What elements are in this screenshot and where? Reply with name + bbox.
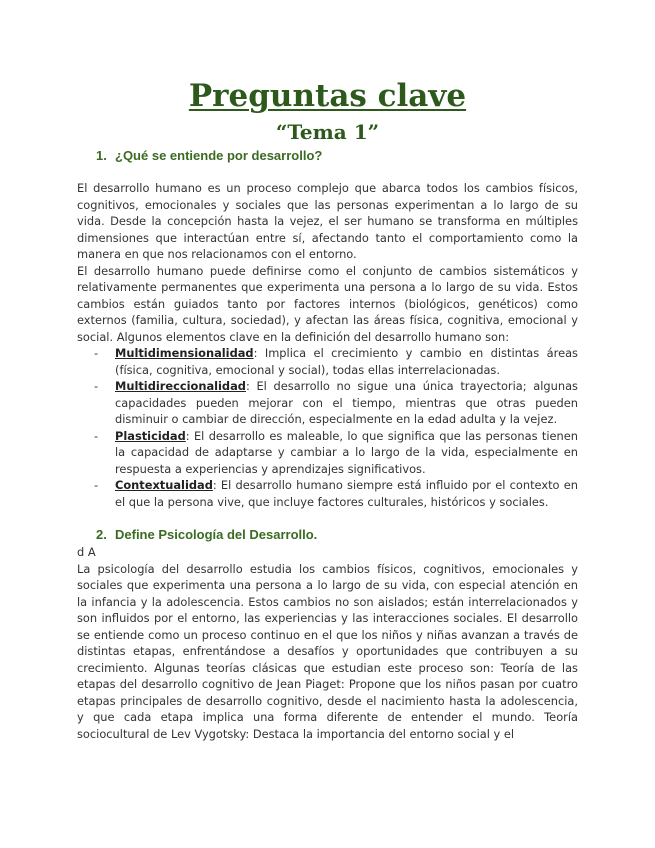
section-1-paragraph-2: El desarrollo humano puede definirse como el conjunto de cambios sistemáticos y relativamente permanentes que experimenta una persona a lo largo de su vida. Estos cambios están guiados tanto por factores internos (biológicos, genéticos) como externos (familia, cultura, sociedad), y afectan las áreas física, cognitiva, emocional y social. Algunos elementos clave en la definición del desarrollo humano son: [77,263,578,344]
list-item-contextualidad [77,477,578,510]
term-description: : Implica el crecimiento y cambio en distintas áreas (física, cognitiva, emocional y social), todas ellas interrelacionadas. [115,346,578,377]
term-multidimensionalidad: Multidimensionalidad [115,346,254,360]
bullet-dash: - [94,428,99,443]
section-1-heading [96,147,322,164]
section-1-paragraph-1: El desarrollo humano es un proceso complejo que abarca todos los cambios físicos, cognitivos, emocionales y sociales que las personas experimentan a lo largo de su vida. Desde la concepción hasta la vejez, el ser humano se transforma en múltiples dimensiones que interactúan entre sí, afectando tanto el comportamiento como la manera en que nos relacionamos con el entorno. [77,181,578,261]
section-2-number: 2. [96,527,107,542]
section-1-body [77,180,578,510]
term-description: : El desarrollo no sigue una única trayectoria; algunas capacidades pueden mejorar con el tiempo, mientras que otras pueden disminuir o cambiar de dirección, especialmente en la edad adulta y la vejez. [115,379,578,426]
term-multidireccionalidad: Multidireccionalidad [115,379,246,393]
bullet-dash: - [94,379,99,393]
list-item-multidireccionalidad [77,378,578,428]
document-subtitle: “Tema 1” [275,120,380,144]
section-2-lead: d A [77,545,96,559]
list-item-multidimensionalidad [77,345,578,378]
term-contextualidad: Contextualidad [115,478,213,492]
section-1-number: 1. [96,148,107,163]
bullet-dash: - [94,346,99,360]
section-2-paragraph-1: La psicología del desarrollo estudia los cambios físicos, cognitivos, emocionales y sociales que experimenta una persona a lo largo de su vida, con especial atención en la infancia y la adolescencia. Estos cambios no son aislados; están interrelacionados y son influidos por el entorno, las experiencias y las interacciones sociales. El desarrollo se entiende como un proceso continuo en el que los niños y niñas avanzan a través de distintas etapas, enfrentándose a desafíos y oportunidades que contribuyen a su crecimiento. Algunas teorías clásicas que estudian este proceso son: Teoría de las etapas del desarrollo cognitivo de Jean Piaget: Propone que los niños pasan por cuatro etapas principales de desarrollo cognitivo, desde el nacimiento hasta la adolescencia, y que cada etapa implica una forma diferente de entender el mundo. Teoría sociocultural de Lev Vygotsky: Destaca la importancia del entorno social y el [77,561,578,741]
document-title: Preguntas clave [188,78,467,114]
term-plasticidad: Plasticidad [115,428,186,443]
section-2-body [77,544,578,742]
section-2-heading [96,526,317,543]
term-description: : El desarrollo humano siempre está influido por el contexto en el que la persona vive, que incluye factores culturales, históricos y sociales. [115,478,578,509]
list-item-plasticidad [77,428,578,478]
bullet-dash: - [94,478,99,492]
section-1-heading-text: ¿Qué se entiende por desarrollo? [115,148,323,163]
term-description: : El desarrollo es maleable, lo que significa que las personas tienen la capacidad de adaptarse y cambiar a lo largo de la vida, especialmente en respuesta a experiencias y aprendizajes significativos. [115,428,578,476]
section-2-heading-text: Define Psicología del Desarrollo. [115,527,318,542]
key-elements-list [77,345,578,510]
